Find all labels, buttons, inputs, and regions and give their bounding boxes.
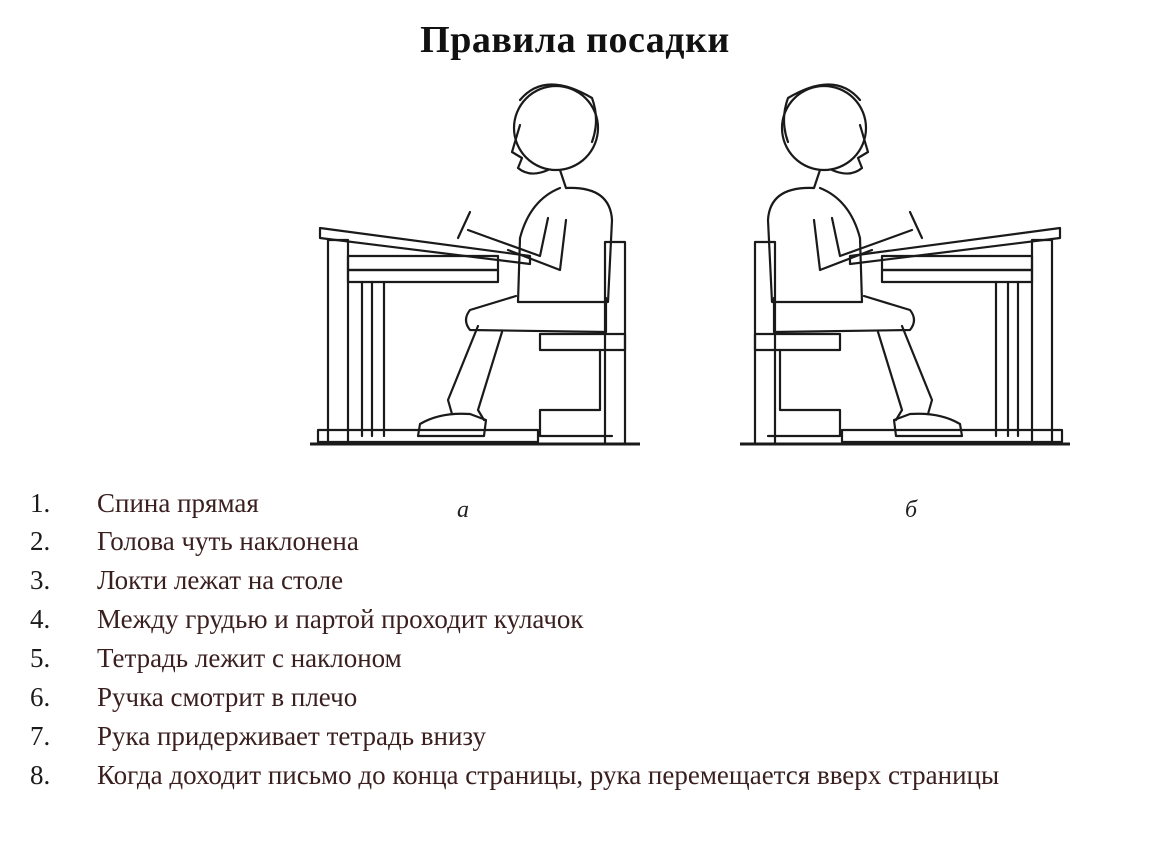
posture-illustration xyxy=(0,70,1150,460)
list-item-text: Голова чуть наклонена xyxy=(97,526,359,556)
figure-caption-b: б xyxy=(905,497,918,523)
posture-figure-b xyxy=(740,84,1070,444)
list-item-text: Когда доходит письмо до конца страницы, рука перемещается вверх страницы xyxy=(97,760,1000,790)
list-item-text: Локти лежат на столе xyxy=(97,565,344,595)
page-title: Правила посадки xyxy=(420,19,730,61)
list-item-text: Между грудью и партой проходит кулачок xyxy=(97,604,584,634)
list-item-number: 3. xyxy=(30,565,51,595)
list-item-number: 5. xyxy=(30,643,51,673)
list-item-number: 2. xyxy=(30,526,51,556)
list-item-number: 7. xyxy=(30,721,51,751)
list-item-number: 8. xyxy=(30,760,51,790)
figure-caption-a: а xyxy=(457,497,469,523)
list-item-number: 6. xyxy=(30,682,51,712)
list-item-text: Спина прямая xyxy=(97,488,259,518)
posture-figure-a xyxy=(310,84,640,444)
list-item-text: Рука придерживает тетрадь внизу xyxy=(97,721,487,751)
list-item-number: 4. xyxy=(30,604,51,634)
list-item-text: Тетрадь лежит с наклоном xyxy=(97,643,402,673)
list-item-text: Ручка смотрит в плечо xyxy=(97,682,358,712)
list-item-number: 1. xyxy=(30,488,51,518)
